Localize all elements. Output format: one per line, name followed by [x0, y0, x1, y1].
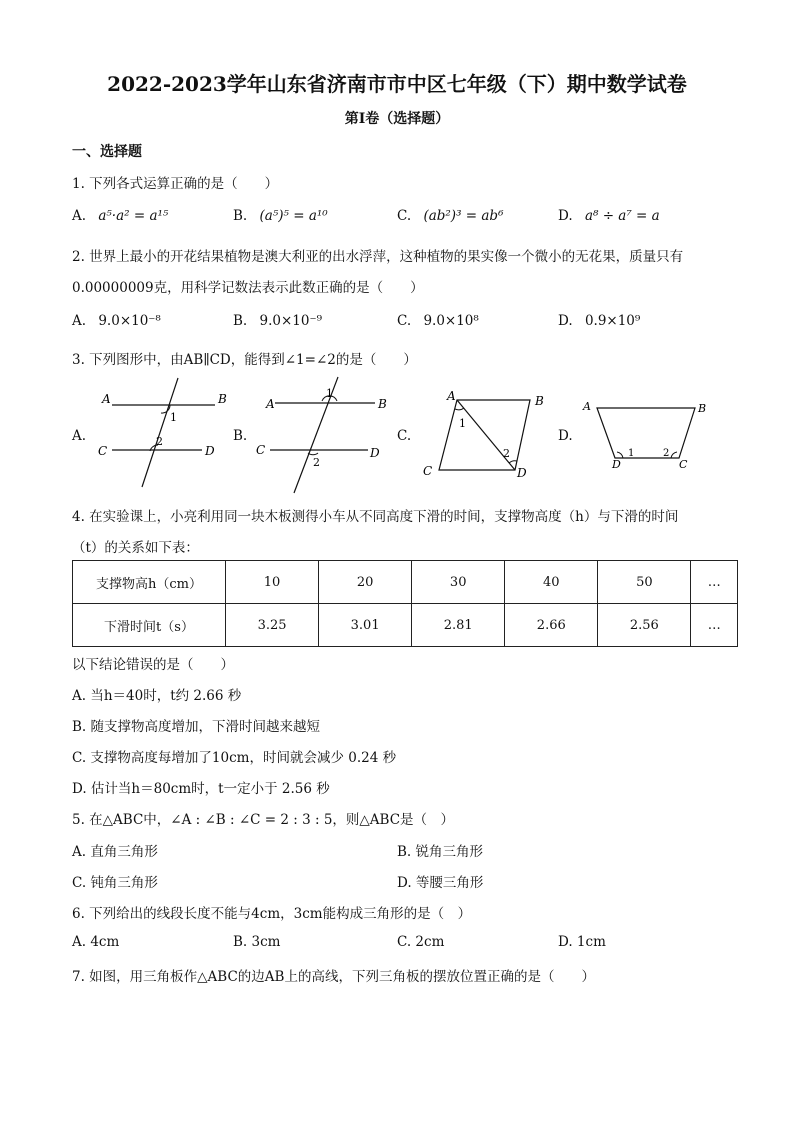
label-d: D: [205, 444, 215, 458]
angle-2-label: 2: [663, 448, 670, 459]
label-a: A: [447, 389, 456, 403]
label-b: B: [535, 394, 544, 408]
table-cell: 3.25: [226, 604, 319, 647]
angle-2-label: 2: [156, 435, 163, 448]
label-d: D: [517, 466, 527, 480]
angle-1-label: 1: [326, 387, 333, 400]
question-2-option-a: [72, 313, 161, 329]
table-header-cell: 下滑时间t（s）: [73, 604, 226, 647]
label-b: B: [218, 392, 227, 406]
option-key: D.: [558, 208, 573, 224]
option-text: a⁵·a² = a¹⁵: [98, 208, 169, 224]
page-subtitle: 第Ⅰ卷（选择题）: [344, 111, 450, 127]
table-cell: 2.66: [505, 604, 598, 647]
label-d: D: [612, 458, 621, 471]
angle-2-label: 2: [313, 456, 320, 469]
table-cell: 40: [505, 561, 598, 604]
table-cell: 2.56: [598, 604, 691, 647]
question-2-option-d: [558, 313, 640, 329]
angle-1-label: 1: [628, 448, 635, 459]
question-6-option-c: C. 2cm: [397, 934, 445, 950]
table-cell: 50: [598, 561, 691, 604]
height-time-table: [72, 560, 738, 647]
option-key: B.: [233, 208, 248, 224]
question-7-stem: 7. 如图，用三角板作△ABC的边AB上的高线，下列三角板的摆放位置正确的是（ ）: [72, 969, 595, 985]
question-5-option-c: C. 钝角三角形: [72, 875, 158, 891]
label-c: C: [679, 458, 688, 471]
figure-d: [575, 390, 725, 475]
option-text: 9.0×10⁻⁹: [259, 313, 323, 329]
option-text: 0.9×10⁹: [584, 313, 641, 329]
question-4-option-a: A. 当h＝40时，t约 2.66 秒: [72, 688, 242, 704]
figure-b: [250, 375, 395, 495]
label-b: B: [698, 402, 707, 415]
question-4-option-d: D. 估计当h＝80cm时，t一定小于 2.56 秒: [72, 781, 330, 797]
question-6-option-d: D. 1cm: [558, 934, 606, 950]
question-2-stem-line-1: 2. 世界上最小的开花结果植物是澳大利亚的出水浮萍，这种植物的果实像一个微小的无花果，质量只有: [72, 249, 684, 265]
angle-1-label: 1: [459, 417, 466, 430]
page-title: 2022-2023学年山东省济南市市中区七年级（下）期中数学试卷: [107, 72, 687, 96]
question-4-prompt: 以下结论错误的是（ ）: [72, 657, 234, 673]
table-cell: 10: [226, 561, 319, 604]
figure-a: [90, 375, 235, 490]
question-1-option-c: [397, 208, 503, 224]
question-4-option-c: C. 支撑物高度每增加了10cm，时间就会减少 0.24 秒: [72, 750, 397, 766]
question-1-option-d: [558, 208, 660, 224]
question-6-option-a: A. 4cm: [72, 934, 120, 950]
question-2-stem-line-2: 0.00000009克，用科学记数法表示此数正确的是（ ）: [72, 280, 424, 296]
label-a: A: [102, 392, 111, 406]
option-text: a⁸ ÷ a⁷ = a: [584, 208, 660, 224]
angle-1-label: 1: [170, 411, 177, 424]
option-text: (a⁵)⁵ = a¹⁰: [259, 208, 328, 224]
option-text: 9.0×10⁸: [423, 313, 479, 329]
table-cell: 30: [412, 561, 505, 604]
question-3-option-a-key: A.: [72, 428, 87, 444]
option-key: A.: [72, 208, 87, 224]
label-b: B: [378, 397, 387, 411]
table-header-cell: 支撑物高h（cm）: [73, 561, 226, 604]
table-cell: 2.81: [412, 604, 505, 647]
section-heading: 一、选择题: [72, 144, 142, 160]
table-cell: …: [691, 604, 738, 647]
question-1-option-b: [233, 208, 328, 224]
question-4-stem-line-2: （t）的关系如下表：: [72, 540, 199, 556]
question-3-option-d-key: D.: [558, 428, 573, 444]
figure-c: [415, 385, 560, 485]
question-6-option-b: B. 3cm: [233, 934, 281, 950]
label-a: A: [583, 400, 591, 413]
table-row: [73, 561, 738, 604]
option-key: D.: [558, 313, 573, 329]
question-5-stem: 5. 在△ABC中，∠A : ∠B : ∠C = 2 : 3 : 5，则△ABC是（ ）: [72, 812, 455, 828]
option-text: 9.0×10⁻⁸: [98, 313, 161, 329]
label-a: A: [266, 397, 275, 411]
question-4-option-b: B. 随支撑物高度增加，下滑时间越来越短: [72, 719, 321, 735]
question-5-option-d: D. 等腰三角形: [397, 875, 484, 891]
table-cell: 3.01: [319, 604, 412, 647]
option-key: C.: [397, 313, 412, 329]
question-1-option-a: [72, 208, 168, 224]
question-5-option-a: A. 直角三角形: [72, 844, 158, 860]
question-3-option-b-key: B.: [233, 428, 248, 444]
question-3-stem: 3. 下列图形中，由AB∥CD，能得到∠1=∠2的是（ ）: [72, 352, 417, 368]
option-text: (ab²)³ = ab⁶: [423, 208, 504, 224]
label-d: D: [370, 446, 380, 460]
label-c: C: [423, 464, 433, 478]
question-1-stem: 1. 下列各式运算正确的是（ ）: [72, 176, 279, 192]
label-c: C: [98, 444, 108, 458]
question-2-option-b: [233, 313, 322, 329]
question-4-stem-line-1: 4. 在实验课上，小亮利用同一块木板测得小车从不同高度下滑的时间，支撑物高度（h）与下滑的时间: [72, 509, 679, 525]
table-row: [73, 604, 738, 647]
question-3-option-c-key: C.: [397, 428, 412, 444]
label-c: C: [256, 443, 266, 457]
option-key: A.: [72, 313, 87, 329]
option-key: B.: [233, 313, 248, 329]
option-key: C.: [397, 208, 412, 224]
question-5-option-b: B. 锐角三角形: [397, 844, 484, 860]
table-cell: 20: [319, 561, 412, 604]
question-2-option-c: [397, 313, 479, 329]
angle-2-label: 2: [503, 447, 510, 460]
question-6-stem: 6. 下列给出的线段长度不能与4cm，3cm能构成三角形的是（ ）: [72, 906, 472, 922]
table-cell: …: [691, 561, 738, 604]
